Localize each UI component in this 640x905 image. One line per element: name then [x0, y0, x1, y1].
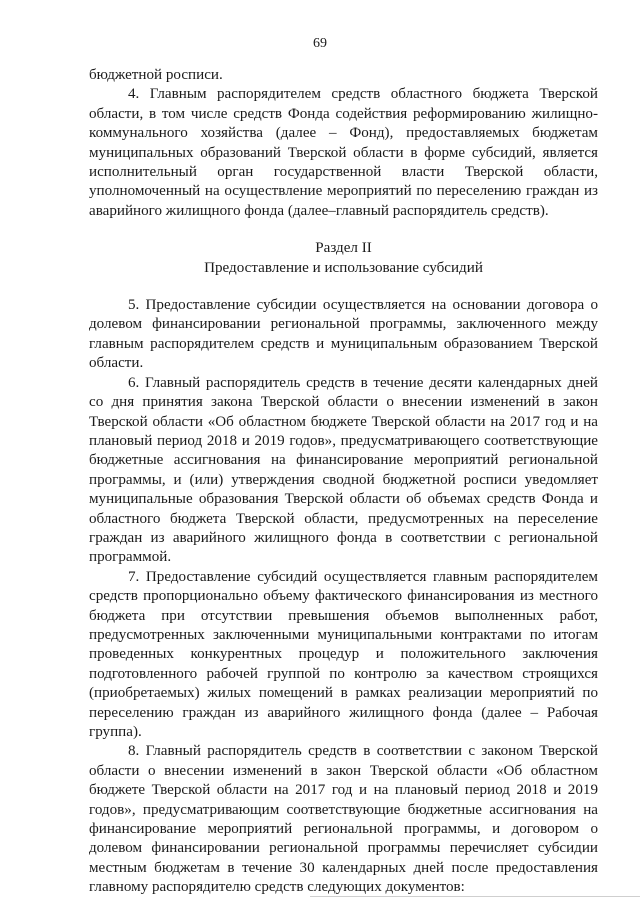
scan-edge-line	[310, 896, 640, 897]
section-subtitle: Предоставление и использование субсидий	[204, 259, 483, 276]
paragraph-6: 6. Главный распорядитель средств в течение десяти календарных дней со дня принятия закона Тверской области о внесении изменений в закон Тверской области «Об областном бюджете Тверской области на 2017 год и на плановый период 2018 и 2019 годов», предусматривающего соответствующие бюджетные ассигнования на финансирование мероприятий региональной программы, и (или) утверждения сводной бюджетной росписи уведомляет муниципальные образования Тверской области об объемах средств Фонда и областного бюджета Тверской области, предусмотренных на переселение граждан из аварийного жилищного фонда в соответствии с региональной программой.	[89, 374, 598, 566]
section-title: Раздел II	[315, 240, 372, 257]
document-body	[89, 66, 598, 898]
page-number: 69	[313, 36, 327, 51]
paragraph-4: 4. Главным распорядителем средств областного бюджета Тверской области, в том числе средств Фонда содействия реформированию жилищно-коммунального хозяйства (далее – Фонд), предоставляемых бюджетам муниципальных образований Тверской области в форме субсидий, является исполнительный орган государственной власти Тверской области, уполномоченный на осуществление мероприятий по переселению граждан из аварийного жилищного фонда (далее–главный распорядитель средств).	[89, 86, 598, 219]
paragraph-8: 8. Главный распорядитель средств в соответствии с законом Тверской области о внесении изменений в закон Тверской области «Об областном бюджете Тверской области на 2017 год и на плановый период 2018 и 2019 годов», предусматривающим соответствующие бюджетные ассигнования на финансирование мероприятий региональной программы, и договором о долевом финансировании региональной программы перечисляет субсидии местным бюджетам в течение 30 календарных дней после предоставления главному распорядителю средств следующих документов:	[89, 743, 598, 896]
paragraph-continuation: бюджетной росписи.	[89, 67, 223, 83]
paragraph-7: 7. Предоставление субсидий осуществляется главным распорядителем средств пропорционально объему фактического финансирования из местного бюджета при отсутствии превышения объемов выполненных работ, предусмотренных заключенными муниципальными контрактами по итогам проведенных конкурентных процедур и положительного заключения подготовленного рабочей группой по контролю за качеством строящихся (приобретаемых) жилых помещений в рамках реализации мероприятий по переселению граждан из аварийного жилищного фонда (далее – Рабочая группа).	[89, 568, 598, 740]
section-heading	[89, 239, 598, 278]
paragraph-5: 5. Предоставление субсидии осуществляется на основании договора о долевом финансировании региональной программы, заключенного между главным распорядителем средств и муниципальным образованием Тверской области.	[89, 297, 598, 372]
